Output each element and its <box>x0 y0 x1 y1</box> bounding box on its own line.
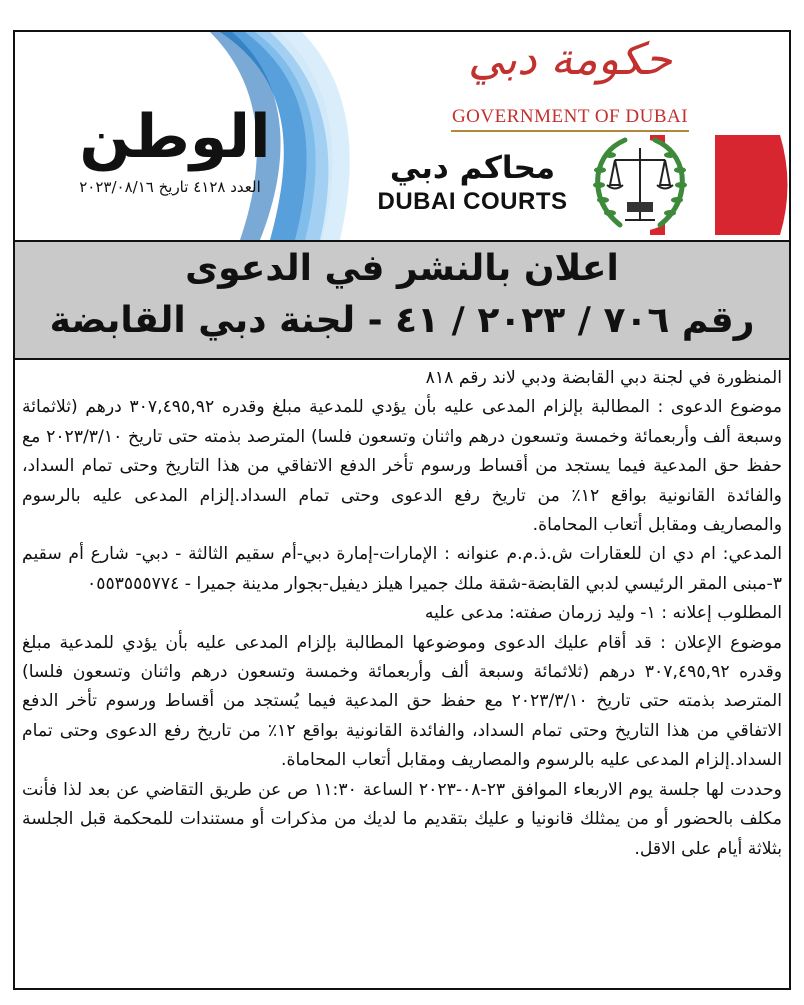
paragraph: موضوع الدعوى : المطالبة بإلزام المدعى عليه بأن يؤدي للمدعية مبلغ وقدره ٣٠٧,٤٩٥,٩٢ درهم (ثلاثمائة وسبعة ألف وأربعمائة وخمسة وتسعون درهم واثنان وتسعون فلسا) المترصد بذمته حتى تاريخ ٢٠٢٣/٣/١٠ مع حفظ حق المدعية فيما يستجد من أقساط ورسوم تأخر الدفع الاتفاقي من هذا التاريخ وحتى تمام السداد، والفائدة القانونية بواقع ١٢٪ من تاريخ رفع الدعوى وحتى تمام السداد.إلزام المدعى عليه بالرسوم والمصاريف ومقابل أتعاب المحاماة. <box>22 397 782 536</box>
paragraph: المطلوب إعلانه : ١- وليد زرمان صفته: مدعى عليه <box>424 603 782 624</box>
paragraph: المدعي: ام دي ان للعقارات ش.ذ.م.م عنوانه : الإمارات-إمارة دبي-أم سقيم الثالثة - دبي- شارع أم سقيم ٣-مبنى المقر الرئيسي لدبي القابضة-شقة ملك جميرا هيلز ديفيل-بجوار مدينة جميرا - ٠٥٥٣٥٥٥٧٧٤ <box>22 544 782 594</box>
government-arabic: حكومة دبي <box>468 34 672 85</box>
notice-body <box>22 364 782 984</box>
paragraph: موضوع الإعلان : قد أقام عليك الدعوى وموضوعها المطالبة بإلزام المدعى عليه بأن يؤدي للمدعية مبلغ وقدره ٣٠٧,٤٩٥,٩٢ درهم (ثلاثمائة وسبعة ألف وأربعمائة وخمسة وتسعون درهم واثنان وتسعون فلسا) المترصد بذمته حتى تاريخ ٢٠٢٣/٣/١٠ مع حفظ حق المدعية فيما يُستجد من أقساط ورسوم تأخر الدفع الاتفاقي من هذا التاريخ وحتى تمام السداد، والفائدة القانونية بواقع ١٢٪ من تاريخ رفع الدعوى وحتى تمام السداد.إلزام المدعى عليه بالرسوم والمصاريف ومقابل أتعاب المحاماة. <box>22 632 782 771</box>
title-band <box>15 240 789 360</box>
paragraph: المنظورة في لجنة دبي القابضة ودبي لاند رقم ٨١٨ <box>425 368 782 388</box>
courts-arabic: محاكم دبي <box>389 150 556 186</box>
government-english: GOVERNMENT OF DUBAI <box>451 106 689 127</box>
paragraph: وحددت لها جلسة يوم الاربعاء الموافق ٢٣-٠٨-٢٠٢٣ الساعة ١١:٣٠ ص عن طريق التقاضي عن بعد لذا فأنت مكلف بالحضور أو من يمثلك قانونيا و عليك بتقديم ما لديك من مذكرات أو مستندات للمحكمة قبل الجلسة بثلاثة أيام على الاقل. <box>22 779 782 859</box>
notice-title: اعلان بالنشر في الدعوى <box>185 248 619 289</box>
issue-line: العدد ٤١٢٨ تاريخ ٢٠٢٣/٠٨/١٦ <box>79 178 261 196</box>
courts-english: DUBAI COURTS <box>377 188 568 215</box>
dubai-courts-emblem-icon <box>580 130 795 240</box>
case-number-title: رقم ٧٠٦ / ٢٠٢٣ / ٤١ - لجنة دبي القابضة <box>49 300 755 341</box>
newspaper-name: الوطن <box>79 102 271 172</box>
header <box>15 32 789 240</box>
